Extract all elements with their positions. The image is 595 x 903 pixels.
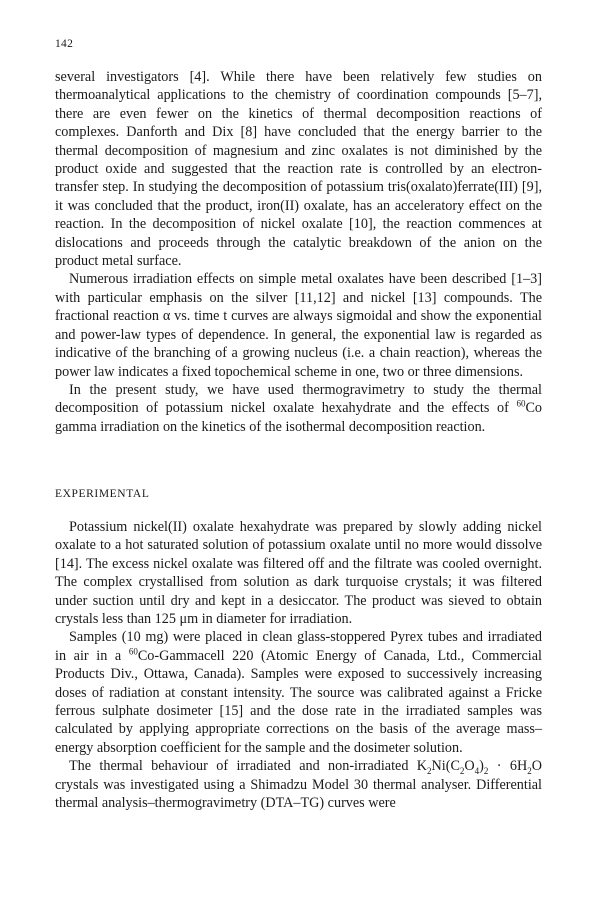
introduction-text [55,68,542,436]
subscript: 2 [427,766,432,777]
text-run: 6H [509,758,528,775]
text-run: Samples (10 mg) were placed in clean glass-stoppered Pyrex tubes and irradiated in air in a [55,629,542,664]
text-run: Co-Gammacell 220 (Atomic Energy of Canada, Ltd., Commercial Products Div., Ottawa, Canada). Samples were exposed to successively increasing doses of radiation at constant intensity. The source was calibrated against a Fricke ferrous sulphate dosimeter [15] and the dose rate in the irradiated samples was calculated by applying appropriate corrections on the basis of the average mass–energy absorption coefficient for the sample and the dosimeter solution. [55,647,542,756]
subscript: 2 [459,766,465,777]
isotope-superscript: 60 [128,646,138,657]
text-run: The thermal behaviour of irradiated and non-irradiated K [69,758,428,775]
paragraph: several investigators [4]. While there have been relatively few studies on thermoanalytical applications to the chemistry of coordination compounds [5–7], there are even fewer on the kinetics of thermal decomposition reactions of complexes. Danforth and Dix [8] have concluded that the energy barrier to the thermal decomposition of magnesium and zinc oxalates is not diminished by the product oxide and suggested that the reaction rate is controlled by an electron-transfer step. In studying the decomposition of potassium tris(oxalato)ferrate(III) [9], it was concluded that the product, iron(II) oxalate, has an acceleratory effect on the reaction. In the decomposition of nickel oxalate [10], the reaction commences at dislocations and proceeds through the catalytic breakdown of the anion on the product metal surface. [55,69,542,270]
experimental-text [55,518,542,813]
section-heading: EXPERIMENTAL [55,488,150,500]
text-run: O [464,758,475,775]
text-run: In the present study, we have used thermogravimetry to study the thermal decomposition of potassium nickel oxalate hexahydrate and the effects of [55,381,542,417]
text-run: · [488,758,510,775]
paragraph [55,628,542,757]
page-number: 142 [55,38,74,50]
paragraph: Potassium nickel(II) oxalate hexahydrate was prepared by slowly adding nickel oxalate to a hot saturated solution of potassium oxalate until no more would dissolve [14]. The excess nickel oxalate was filtered off and the filtrate was cooled overnight. The complex crystallised from solution as dark turquoise crystals; it was filtered under suction until dry and kept in a desiccator. The product was sieved to obtain crystals less than 125 μm in diameter for irradiation. [55,519,542,628]
subscript: 4 [474,766,480,777]
isotope-superscript: 60 [516,398,526,409]
paragraph [55,757,542,812]
text-run: ) [479,758,484,775]
subscript: 2 [483,766,489,777]
text-run: O crystals was investigated using a Shimadzu Model 30 thermal analyser. Differential thermal analysis–thermogravimetry (DTA–TG) curves were [55,758,542,812]
paragraph: Numerous irradiation effects on simple metal oxalates have been described [1–3] with particular emphasis on the silver [11,12] and nickel [13] compounds. The fractional reaction α vs. time t curves are always sigmoidal and show the exponential and power-law types of dependence. In general, the exponential law is regarded as indicative of the branching of a growing nucleus (i.e. a chain reaction), whereas the power law indicates a fixed topochemical scheme in one, two or three dimensions. [55,271,542,380]
text-run: Co gamma irradiation on the kinetics of the isothermal decomposition reaction. [55,400,542,435]
paragraph [55,381,542,436]
subscript: 2 [527,766,532,777]
text-run: Ni(C [431,758,460,775]
